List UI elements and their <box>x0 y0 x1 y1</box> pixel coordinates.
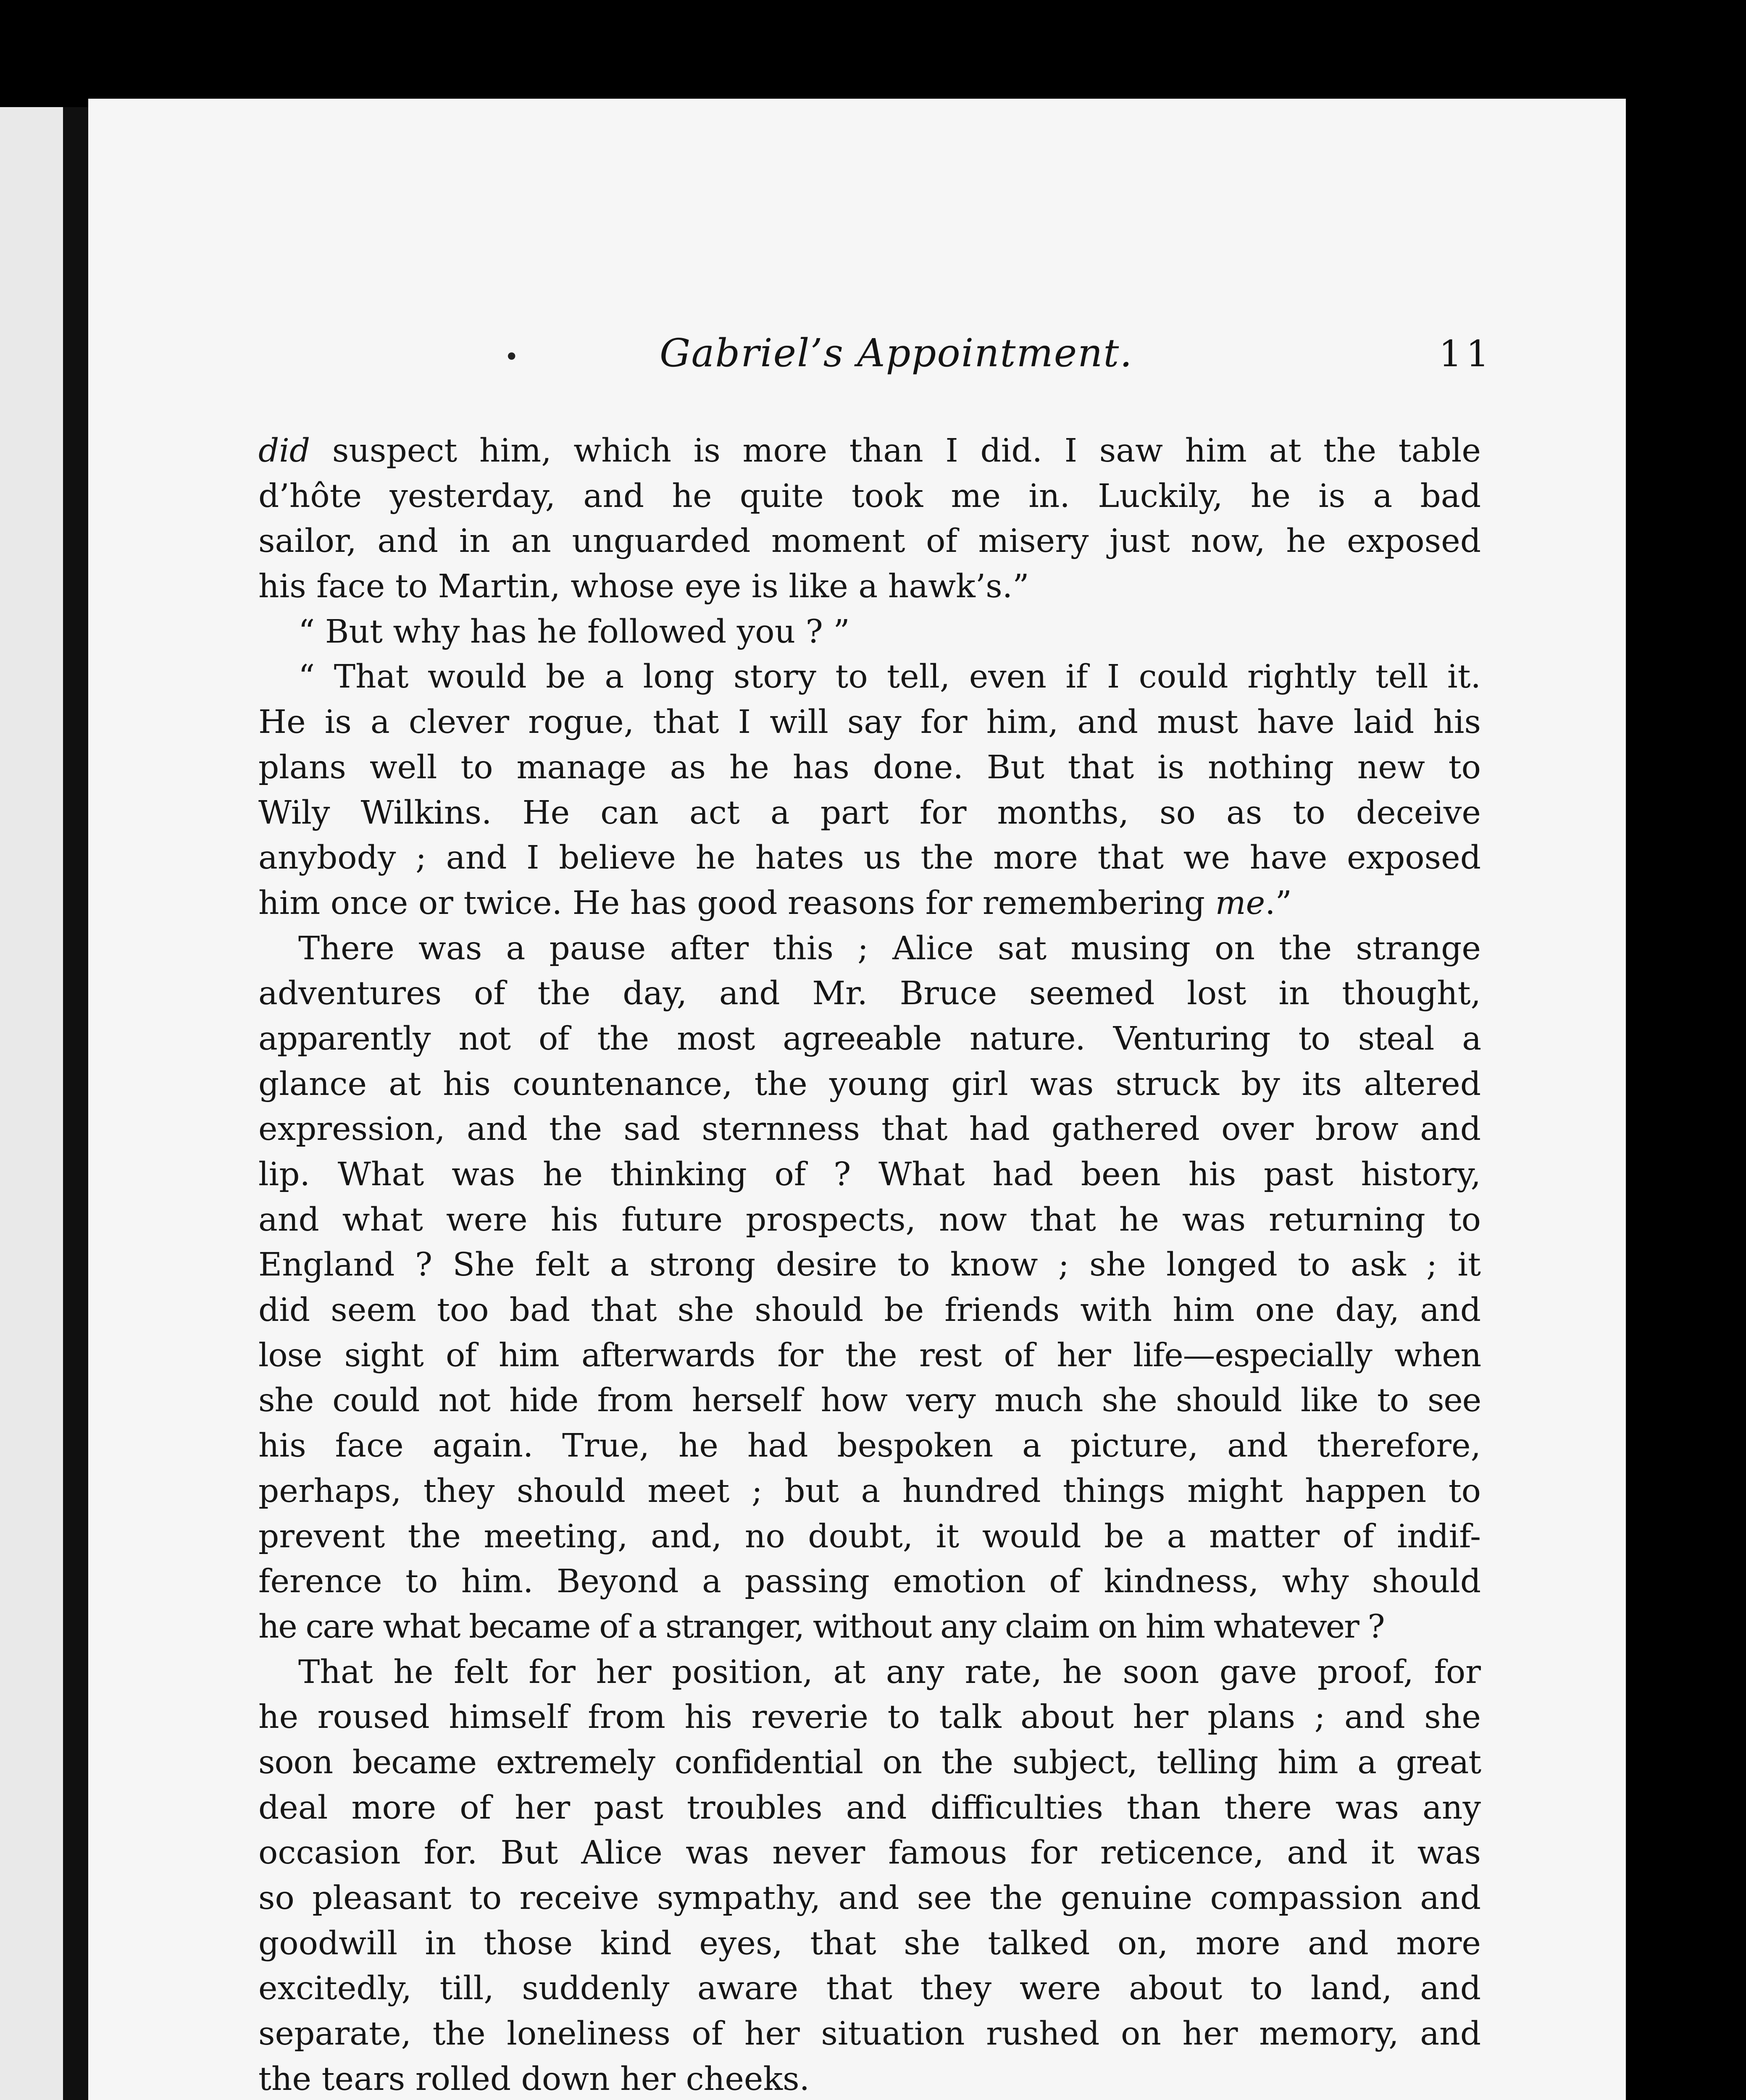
text-line <box>258 2011 1481 2057</box>
text-line <box>258 1062 1481 1107</box>
text-run: anybody ; and I believe he hates us the more that we have exposed <box>258 839 1481 877</box>
text-line <box>258 1469 1481 1514</box>
page-number: 11 <box>1439 333 1494 375</box>
text-run: he care what became of a stranger, without any claim on him whatever ? <box>258 1608 1384 1646</box>
text-line <box>258 1378 1481 1423</box>
text-run: lip. What was he thinking of ? What had been his past history, <box>258 1156 1481 1193</box>
text-line <box>258 1197 1481 1243</box>
text-line <box>258 1242 1481 1288</box>
text-line <box>258 926 1481 971</box>
text-run: prevent the meeting, and, no doubt, it would be a matter of indif- <box>258 1517 1481 1555</box>
text-run: and what were his future prospects, now that he was returning to <box>258 1201 1481 1239</box>
text-line <box>258 1921 1481 1966</box>
text-line <box>258 519 1481 564</box>
text-line <box>258 1333 1481 1378</box>
text-run: his face to Martin, whose eye is like a hawk’s.” <box>258 568 1029 606</box>
text-line <box>258 654 1481 700</box>
text-run: plans well to manage as he has done. But that is nothing new to <box>258 748 1481 786</box>
text-run: separate, the loneliness of her situation rushed on her memory, and <box>258 2015 1481 2053</box>
text-run: That he felt for her position, at any rate, he soon gave proof, for <box>298 1653 1481 1691</box>
text-run: glance at his countenance, the young girl was struck by its altered <box>258 1065 1481 1103</box>
text-line <box>258 1423 1481 1469</box>
text-line <box>258 745 1481 790</box>
page-gutter <box>63 107 88 2100</box>
text-line <box>258 1016 1481 1062</box>
text-line <box>258 564 1481 609</box>
text-run: Wily Wilkins. He can act a part for months, so as to deceive <box>258 794 1481 832</box>
text-run: him once or twice. He has good reasons for remembering <box>258 884 1215 922</box>
text-run: “ That would be a long story to tell, even if I could rightly tell it. <box>298 658 1481 696</box>
text-run: she could not hide from herself how very much she should like to see <box>258 1382 1481 1420</box>
text-line <box>258 1876 1481 1921</box>
text-run: d’hôte yesterday, and he quite took me in. Luckily, he is a bad <box>258 477 1481 515</box>
text-run: suspect him, which is more than I did. I saw him at the table <box>310 432 1481 470</box>
text-line <box>258 1288 1481 1333</box>
text-run: sailor, and in an unguarded moment of misery just now, he exposed <box>258 522 1481 560</box>
text-line <box>258 700 1481 745</box>
text-line <box>258 1785 1481 1831</box>
text-run: his face again. True, he had bespoken a picture, and therefore, <box>258 1427 1481 1465</box>
text-line <box>258 474 1481 519</box>
text-run: soon became extremely confidential on the subject, telling him a great <box>258 1743 1481 1781</box>
text-run: “ But why has he followed you ? ” <box>298 613 850 651</box>
text-line <box>258 2057 1481 2100</box>
text-line <box>258 1740 1481 1785</box>
text-line <box>258 1966 1481 2011</box>
text-line <box>258 790 1481 836</box>
text-line <box>258 881 1481 926</box>
book-page <box>88 99 1626 2100</box>
running-head-title: Gabriel’s Appointment. <box>660 331 1133 375</box>
text-run: He is a clever rogue, that I will say for him, and must have laid his <box>258 704 1481 741</box>
text-run: expression, and the sad sternness that had gathered over brow and <box>258 1110 1481 1148</box>
text-run: .” <box>1265 884 1292 922</box>
text-run: did seem too bad that she should be friends with him one day, and <box>258 1292 1481 1329</box>
text-run: so pleasant to receive sympathy, and see the genuine compassion and <box>258 1880 1481 1917</box>
text-line <box>258 971 1481 1016</box>
text-run: perhaps, they should meet ; but a hundred things might happen to <box>258 1472 1481 1510</box>
italic-text: me <box>1215 884 1265 922</box>
text-run: adventures of the day, and Mr. Bruce seemed lost in thought, <box>258 975 1481 1013</box>
text-line <box>258 1107 1481 1152</box>
text-run: the tears rolled down her cheeks. <box>258 2060 810 2098</box>
text-line <box>258 1559 1481 1604</box>
text-line <box>258 428 1481 474</box>
text-run: he roused himself from his reverie to talk about her plans ; and she <box>258 1698 1481 1736</box>
text-run: goodwill in those kind eyes, that she talked on, more and more <box>258 1924 1481 1962</box>
body-text <box>258 428 1481 2100</box>
text-line <box>258 1695 1481 1740</box>
text-line <box>258 835 1481 881</box>
text-line <box>258 1514 1481 1559</box>
text-line <box>258 1152 1481 1197</box>
text-run: occasion for. But Alice was never famous for reticence, and it was <box>258 1834 1481 1872</box>
running-head-mark: • <box>504 342 519 372</box>
text-run: lose sight of him afterwards for the rest of her life—especially when <box>258 1336 1481 1374</box>
text-run: deal more of her past troubles and difficulties than there was any <box>258 1789 1481 1827</box>
text-run: ference to him. Beyond a passing emotion of kindness, why should <box>258 1563 1481 1601</box>
italic-text: did <box>258 432 310 470</box>
text-line <box>258 1604 1481 1650</box>
previous-page-edge <box>0 107 63 2100</box>
text-run: England ? She felt a strong desire to know ; she longed to ask ; it <box>258 1246 1481 1284</box>
text-line <box>258 1650 1481 1695</box>
text-line <box>258 1830 1481 1876</box>
text-run: excitedly, till, suddenly aware that they were about to land, and <box>258 1970 1481 2008</box>
text-run: apparently not of the most agreeable nature. Venturing to steal a <box>258 1020 1481 1058</box>
text-line <box>258 609 1481 655</box>
text-run: There was a pause after this ; Alice sat musing on the strange <box>298 929 1481 967</box>
